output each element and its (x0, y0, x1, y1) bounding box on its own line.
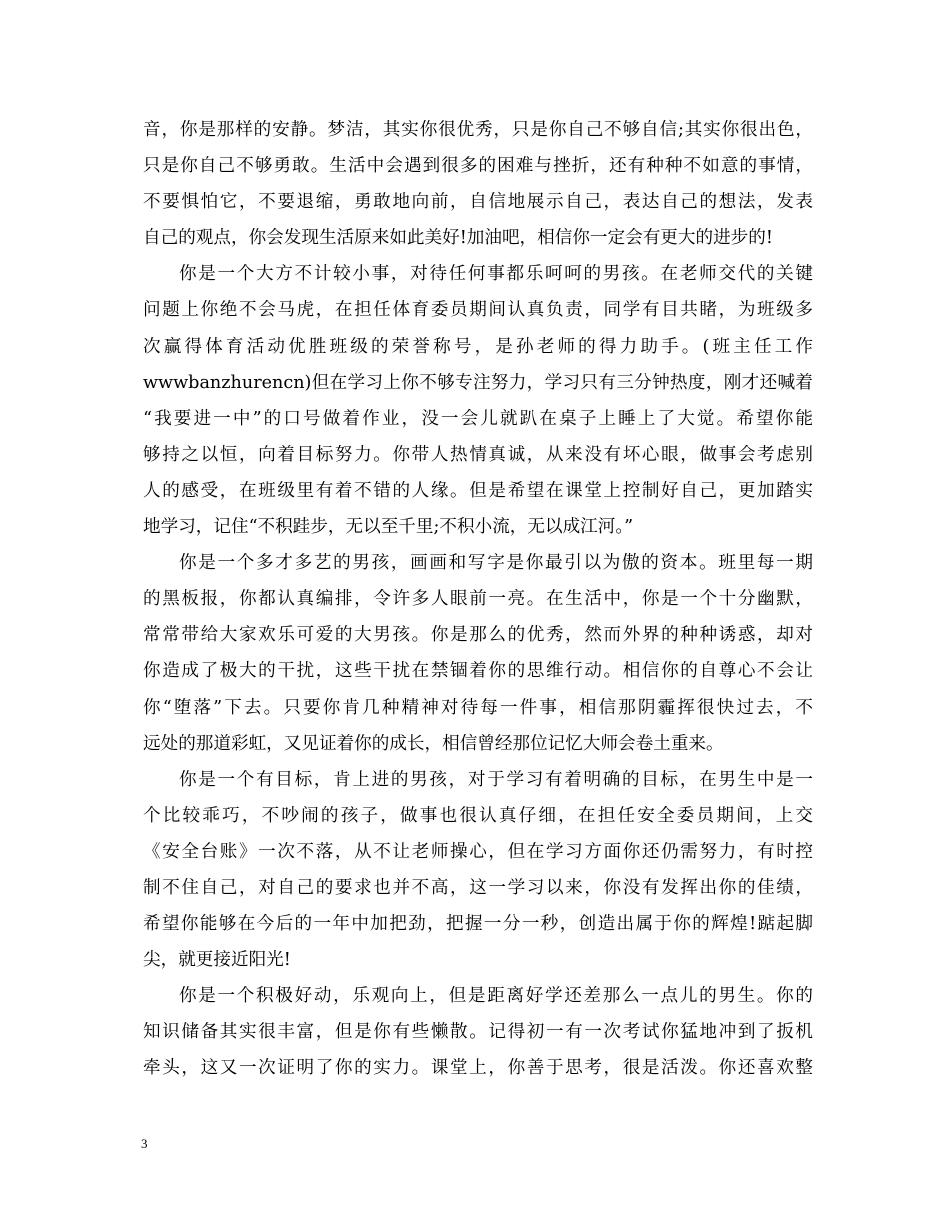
paragraph (143, 256, 813, 545)
text-line: “我要进一中”的口号做着作业，没一会儿就趴在桌子上睡上了大觉。希望你能 (143, 408, 813, 429)
text-line: 人的感受，在班级里有着不错的人缘。但是希望在课堂上控制好自己，更加踏实 (143, 480, 813, 501)
text-line: 只是你自己不够勇敢。生活中会遇到很多的困难与挫折，还有种种不如意的事情， (143, 156, 813, 177)
paragraph (143, 762, 813, 979)
text-line: 你是一个多才多艺的男孩，画画和写字是你最引以为傲的资本。班里每一期 (179, 553, 813, 574)
text-line: 个比较乖巧，不吵闹的孩子，做事也很认真仔细，在担任安全委员期间，上交 (143, 805, 813, 826)
text-line: 你是一个有目标，肯上进的男孩，对于学习有着明确的目标，在男生中是一 (179, 769, 813, 790)
text-line: 次赢得体育活动优胜班级的荣誉称号，是孙老师的得力助手。(班主任工作 (143, 336, 813, 357)
text-line: 知识储备其实很丰富，但是你有些懒散。记得初一有一次考试你猛地冲到了扳机 (143, 1022, 813, 1043)
text-line: wwwbanzhurencn)但在学习上你不够专注努力，学习只有三分钟热度，刚才还喊着 (143, 372, 813, 393)
text-line: 常常带给大家欢乐可爱的大男孩。你是那么的优秀，然而外界的种种诱惑，却对 (143, 625, 813, 646)
text-line: 你造成了极大的干扰，这些干扰在禁锢着你的思维行动。相信你的自尊心不会让 (143, 661, 813, 682)
text-line: 制不住自己，对自己的要求也并不高，这一学习以来，你没有发挥出你的佳绩， (143, 877, 813, 898)
text-line: 牵头，这又一次证明了你的实力。课堂上，你善于思考，很是活泼。你还喜欢整 (143, 1058, 813, 1079)
page-number: 3 (141, 1136, 148, 1151)
text-line: 尖，就更接近阳光! (143, 950, 291, 971)
page-body (143, 112, 813, 1087)
text-line: 希望你能够在今后的一年中加把劲，把握一分一秒，创造出属于你的辉煌!踮起脚 (143, 914, 813, 935)
text-line: 音，你是那样的安静。梦洁，其实你很优秀，只是你自己不够自信;其实你很出色， (143, 120, 813, 140)
text-line: 《安全台账》一次不落，从不让老师操心，但在学习方面你还仍需努力，有时控 (143, 841, 813, 862)
text-line: 自己的观点，你会发现生活原来如此美好!加油吧，相信你一定会有更大的进步的! (143, 228, 773, 249)
paragraph (143, 112, 813, 256)
text-line: 问题上你绝不会马虎，在担任体育委员期间认真负责，同学有目共睹，为班级多 (143, 300, 813, 321)
paragraph (143, 545, 813, 762)
text-line: 不要惧怕它，不要退缩，勇敢地向前，自信地展示自己，表达自己的想法，发表 (143, 192, 813, 213)
text-line: 的黑板报，你都认真编排，令许多人眼前一亮。在生活中，你是一个十分幽默， (143, 589, 813, 610)
text-line: 地学习，记住“不积跬步，无以至千里;不积小流，无以成江河。” (143, 517, 634, 538)
text-line: 你是一个大方不计较小事，对待任何事都乐呵呵的男孩。在老师交代的关键 (179, 264, 813, 285)
text-line: 你“堕落”下去。只要你肯几种精神对待每一件事，相信那阴霾挥很快过去，不 (143, 697, 813, 718)
text-line: 你是一个积极好动，乐观向上，但是距离好学还差那么一点儿的男生。你的 (179, 986, 813, 1007)
paragraph (143, 978, 813, 1086)
text-line: 够持之以恒，向着目标努力。你带人热情真诚，从来没有坏心眼，做事会考虑别 (143, 444, 813, 465)
text-line: 远处的那道彩虹，又见证着你的成长，相信曾经那位记忆大师会卷土重来。 (143, 733, 724, 754)
